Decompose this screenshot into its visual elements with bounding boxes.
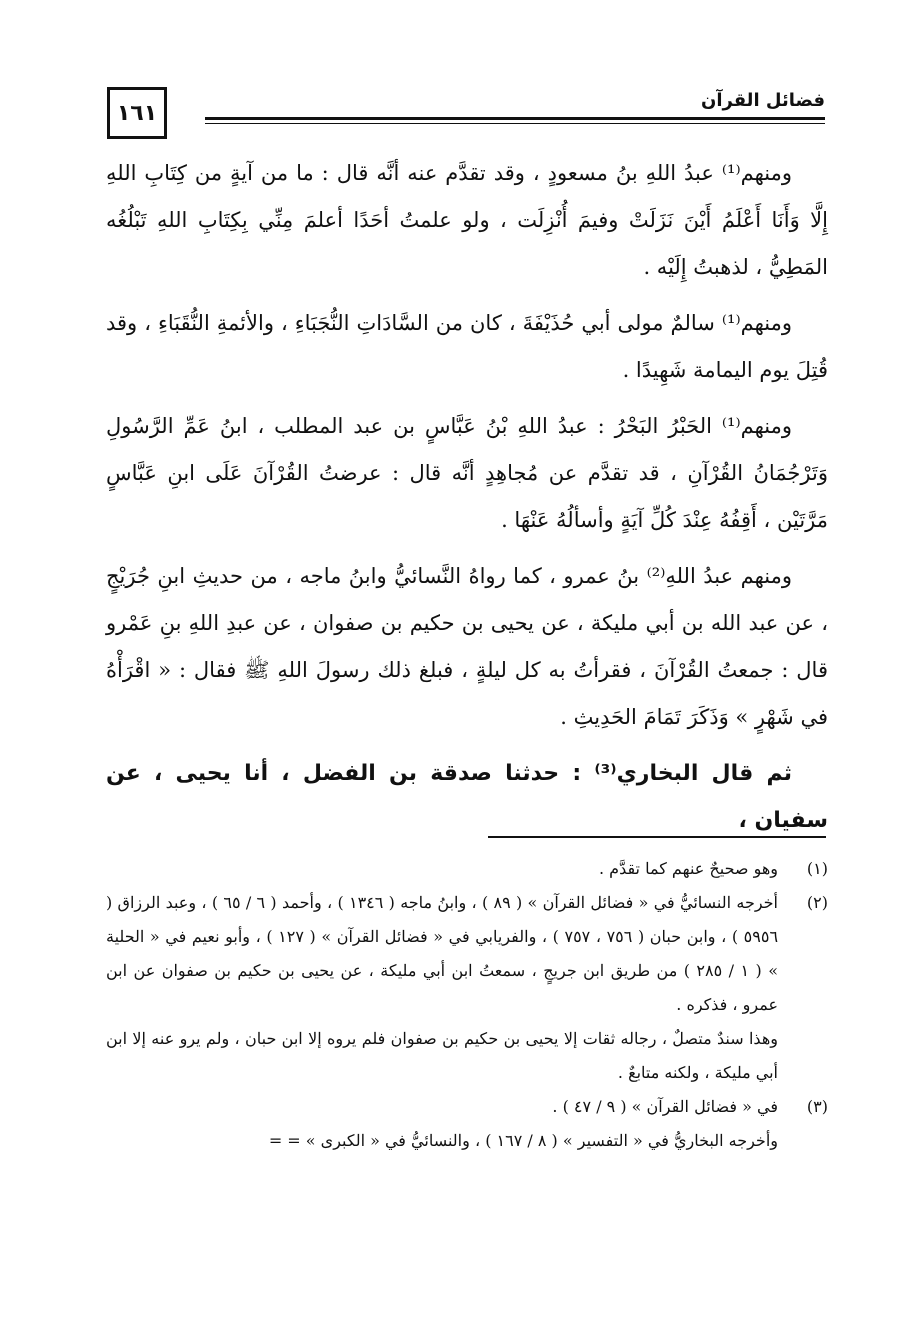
paragraph-ibn-masud: ومنهم⁽¹⁾ عبدُ اللهِ بنُ مسعودٍ ، وقد تقدَّم عنه أنَّه قال : ما من آيةٍ من كِتَابِ اللهِ إِلَّا وَأَنَا أَعْلَمُ أَيْنَ نَزَلَتْ وفيمَ أُنْزِلَت ، ولو علمتُ أحَدًا أعلمَ مِنِّي بِكِتَابِ اللهِ تَبْلُغُه المَطِيُّ ، لذهبتُ إِلَيْه . [106,161,828,279]
footnote-body [106,1090,778,1158]
main-text [106,150,828,853]
footnote-text: في « فضائل القرآن » ( ٩ / ٤٧ ) . [552,1097,778,1116]
footnote-text: أخرجه النسائيُّ في « فضائل القرآن » ( ٨٩ ) ، وابنُ ماجه ( ١٣٤٦ ) ، وأحمد ( ٦ / ٦٥ ) ، وعبد الرزاق ( ٥٩٥٦ ) ، وابن حبان ( ٧٥٦ ، ٧٥٧ ) ، والفريابي في « فضائل القرآن » ( ١٢٧ ) ، وأبو نعيم في « الحلية » ( ١ / ٢٨٥ ) من طريق ابن جريجٍ ، سمعتُ ابن أبي مليكة ، عن يحيى بن حكيم بن صفوان عن ابن عمرو ، فذكره . [106,893,779,1014]
running-header-title: فضائل القرآن [701,90,825,111]
footnote-body [106,852,778,886]
footnote-3 [106,1090,828,1158]
footnote-2 [106,886,828,1090]
footnote-text: وهذا سندٌ متصلٌ ، رجاله ثقات إلا يحيى بن حكيم بن صفوان فلم يروه إلا ابن حبان ، ولم يرو عنه إلا ابن أبي مليكة ، ولكنه متابعٌ . [106,1029,778,1082]
header-rule-thin [205,123,825,124]
footnote-number: (١) [806,859,828,878]
footnote-1 [106,852,828,886]
footnote-text: وأخرجه البخاريُّ في « التفسير » ( ٨ / ١٦٧ ) ، والنسائيُّ في « الكبرى » = = [268,1131,778,1150]
footnote-number: (٣) [806,1097,828,1116]
paragraph-ibn-amr: ومنهم عبدُ اللهِ⁽²⁾ بنُ عمرو ، كما رواهُ النَّسائيُّ وابنُ ماجه ، من حديثِ ابنِ جُرَيْجٍ ، عن عبد الله بن أبي مليكة ، عن يحيى بن حكيم بن صفوان ، عن عبدِ اللهِ بنِ عَمْرو قال : جمعتُ القُرْآنَ ، فقرأتُ به كل ليلةٍ ، فبلغ ذلك رسولَ اللهِ ﷺ فقال : « اقْرَأْهُ في شَهْرٍ » وَذَكَرَ تَمَامَ الحَدِيثِ . [106,564,828,729]
footnote-text: وهو صحيحٌ عنهم كما تقدَّم . [598,859,778,878]
paragraph-bukhari-isnad: ثم قال البخاري⁽³⁾ : حدثنا صدقة بن الفضل ، أنا يحيى ، عن سفيان ، [106,761,828,833]
page-number: ١٦١ [107,87,167,139]
footnote-separator [488,836,826,838]
paragraph-salim: ومنهم⁽¹⁾ سالمٌ مولى أبي حُذَيْفَةَ ، كان من السَّادَاتِ النُّجَبَاءِ ، والأئمةِ النُّقَبَاءِ ، وقد قُتِلَ يوم اليمامة شَهِيدًا . [106,311,828,382]
footnotes [106,852,828,1158]
footnote-number: (٢) [806,893,828,912]
header-rule-thick [205,117,825,120]
footnote-body [106,886,778,1090]
paragraph-ibn-abbas: ومنهم⁽¹⁾ الحَبْرُ البَحْرُ : عبدُ اللهِ بْنُ عَبَّاسٍ بن عبد المطلب ، ابنُ عَمِّ الرَّسُولِ وَتَرْجُمَانُ القُرْآنِ ، قد تقدَّم عن مُجاهِدٍ أنَّه قال : عرضتُ القُرْآنَ عَلَى ابنِ عَبَّاسٍ مَرَّتَيْن ، أَقِفُهُ عِنْدَ كُلِّ آيَةٍ وأسألُهُ عَنْهَا . [106,414,828,532]
